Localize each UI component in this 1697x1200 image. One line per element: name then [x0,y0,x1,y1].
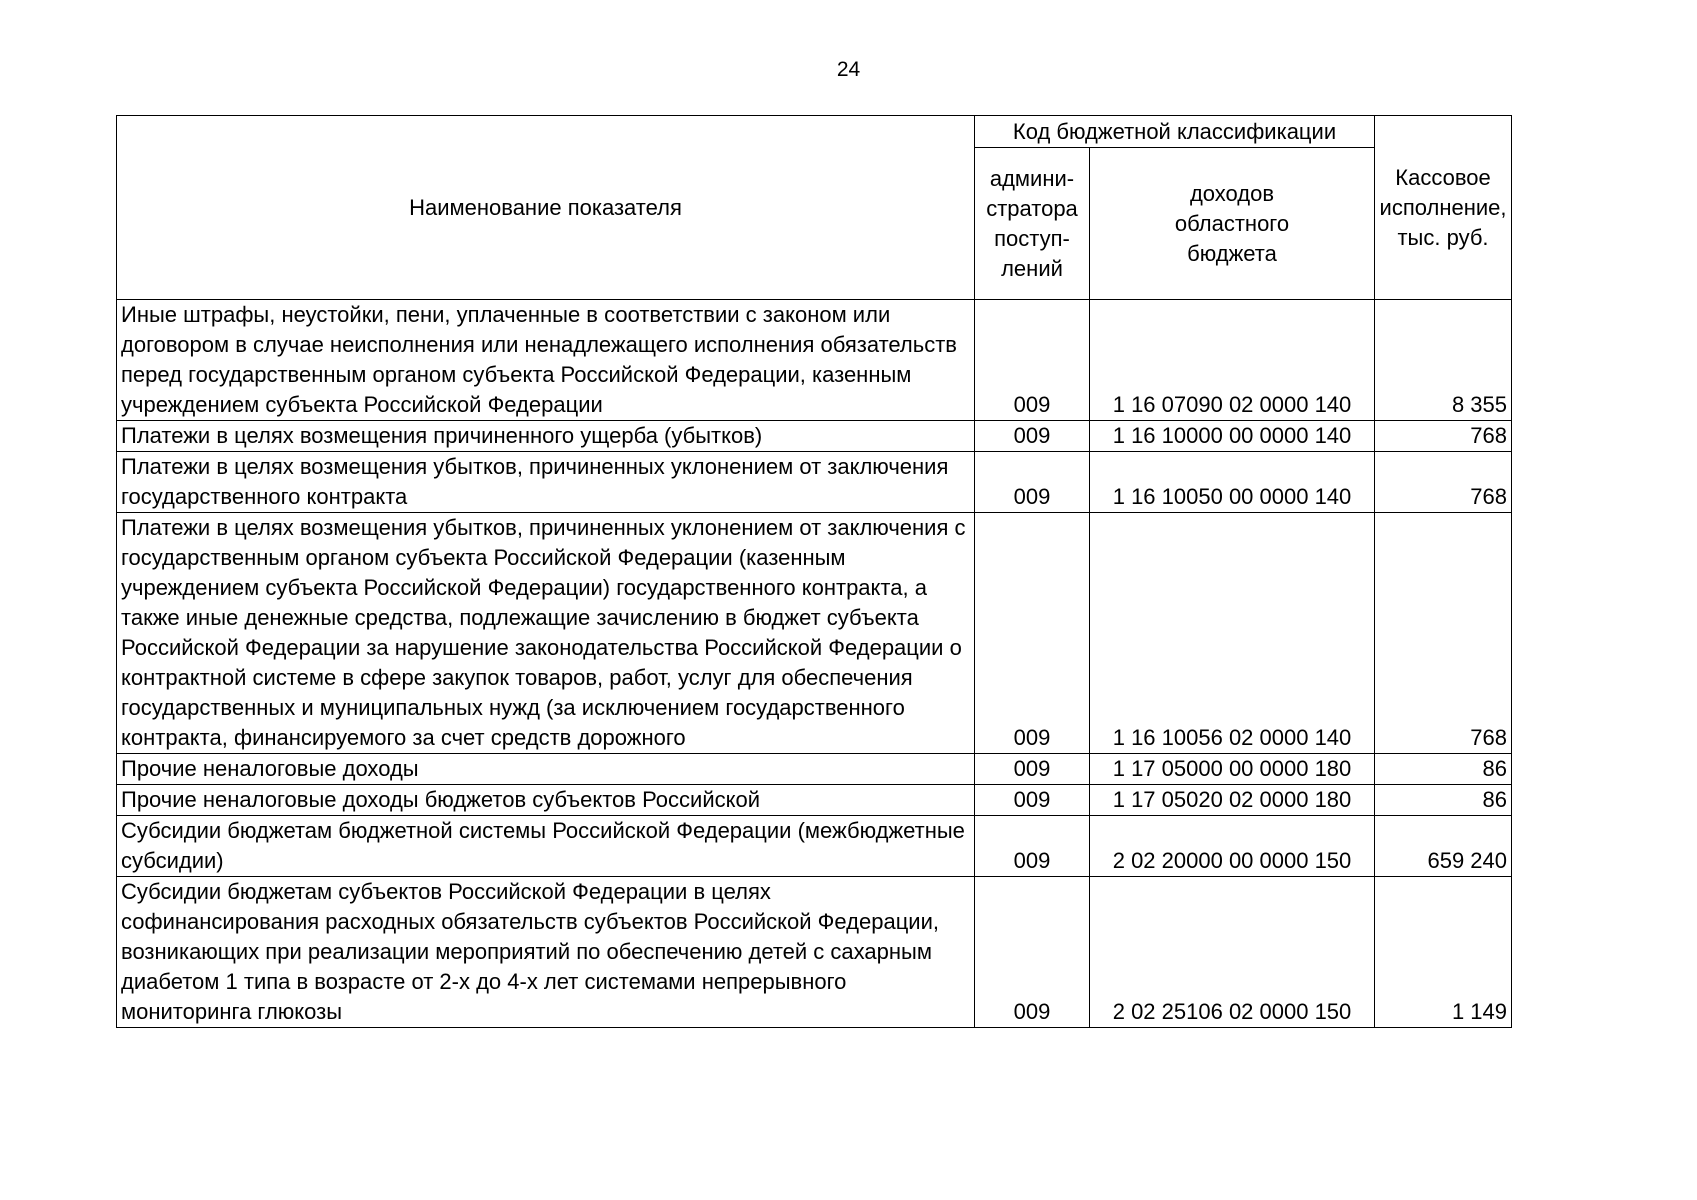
header-admin: админи- стратора поступ- лений [975,148,1090,300]
row-amount: 86 [1375,754,1512,785]
row-admin-code: 009 [975,785,1090,816]
row-admin-code: 009 [975,877,1090,1028]
row-admin-code: 009 [975,452,1090,513]
table-row [117,300,1512,421]
header-amount: Кассовое исполнение, тыс. руб. [1375,116,1512,300]
row-name: Платежи в целях возмещения убытков, причиненных уклонением от заключения с государственным органом субъекта Российской Федерации (казенным учреждением субъекта Российской Федерации) государственного контракта, а также иные денежные средства, подлежащие зачислению в бюджет субъекта Российской Федерации за нарушение законодательства Российской Федерации о контрактной системе в сфере закупок товаров, работ, услуг для обеспечения государственных и муниципальных нужд (за исключением государственного контракта, финансируемого за счет средств дорожного [117,513,975,754]
row-amount: 768 [1375,452,1512,513]
page-number: 24 [836,58,861,81]
row-income-code: 1 17 05020 02 0000 180 [1090,785,1375,816]
row-name: Прочие неналоговые доходы бюджетов субъектов Российской [117,785,975,816]
table-row [117,513,1512,754]
row-amount: 1 149 [1375,877,1512,1028]
row-income-code: 1 16 10050 00 0000 140 [1090,452,1375,513]
row-amount: 659 240 [1375,816,1512,877]
table-row [117,754,1512,785]
row-income-code: 1 17 05000 00 0000 180 [1090,754,1375,785]
row-name: Платежи в целях возмещения убытков, причиненных уклонением от заключения государственного контракта [117,452,975,513]
row-amount: 8 355 [1375,300,1512,421]
row-income-code: 2 02 25106 02 0000 150 [1090,877,1375,1028]
row-income-code: 1 16 10056 02 0000 140 [1090,513,1375,754]
row-admin-code: 009 [975,421,1090,452]
row-income-code: 1 16 07090 02 0000 140 [1090,300,1375,421]
table-row [117,816,1512,877]
row-income-code: 2 02 20000 00 0000 150 [1090,816,1375,877]
table-row [117,877,1512,1028]
row-admin-code: 009 [975,513,1090,754]
table-row [117,421,1512,452]
row-amount: 86 [1375,785,1512,816]
row-name: Субсидии бюджетам субъектов Российской Федерации в целях софинансирования расходных обязательств субъектов Российской Федерации, возникающих при реализации мероприятий по обеспечению детей с сахарным диабетом 1 типа в возрасте от 2-х до 4-х лет системами непрерывного мониторинга глюкозы [117,877,975,1028]
row-income-code: 1 16 10000 00 0000 140 [1090,421,1375,452]
header-code-group: Код бюджетной классификации [975,116,1375,148]
header-income: доходов областного бюджета [1090,148,1375,300]
row-amount: 768 [1375,421,1512,452]
row-amount: 768 [1375,513,1512,754]
budget-table [116,115,1512,1028]
row-admin-code: 009 [975,754,1090,785]
row-name: Иные штрафы, неустойки, пени, уплаченные в соответствии с законом или договором в случае неисполнения или ненадлежащего исполнения обязательств перед государственным органом субъекта Российской Федерации, казенным учреждением субъекта Российской Федерации [117,300,975,421]
row-name: Прочие неналоговые доходы [117,754,975,785]
row-admin-code: 009 [975,816,1090,877]
row-name: Платежи в целях возмещения причиненного ущерба (убытков) [117,421,975,452]
table-row [117,785,1512,816]
header-name: Наименование показателя [117,116,975,300]
row-name: Субсидии бюджетам бюджетной системы Российской Федерации (межбюджетные субсидии) [117,816,975,877]
row-admin-code: 009 [975,300,1090,421]
table-row [117,452,1512,513]
